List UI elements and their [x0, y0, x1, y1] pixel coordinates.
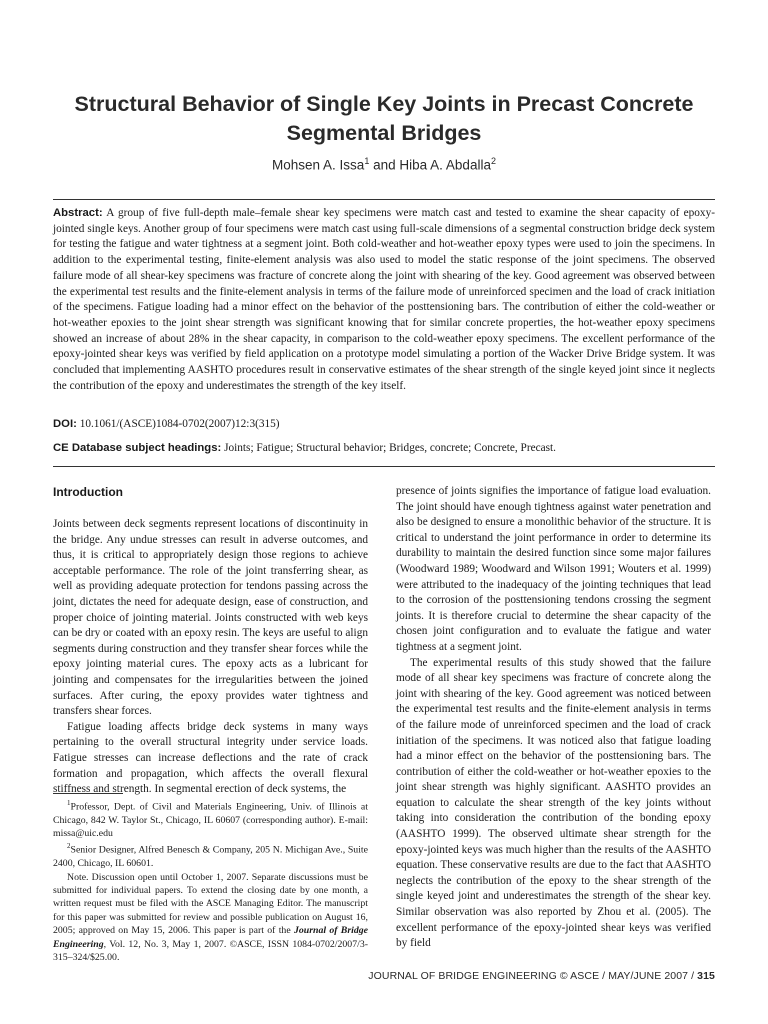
footnote-marker: 1: [67, 799, 71, 807]
section-heading-introduction: Introduction: [53, 485, 123, 499]
note-text: Note. Discussion open until October 1, 2007. Separate discussions must be submitted for individual papers. To extend the closing date by one month, a written request must be filed with the ASCE Managing Editor. The manuscript for this paper was submitted for review and possible publication on August 16, 2005; approved on May 15, 2006. This paper is part of the: [53, 871, 368, 937]
doi-label: DOI:: [53, 418, 77, 430]
subject-headings-value: Joints; Fatigue; Structural behavior; Bridges, concrete; Concrete, Precast.: [224, 442, 556, 454]
note-text: , Vol. 12, No. 3, May 1, 2007. ©ASCE, ISSN 1084-0702/2007/3-315–324/$25.00.: [53, 938, 368, 963]
left-column: [53, 484, 368, 798]
journal-name: Journal of Bridge Engineering: [53, 925, 368, 950]
author-name: Mohsen A. Issa: [272, 157, 365, 173]
subject-headings-line: [53, 441, 715, 456]
body-paragraph: presence of joints signifies the importance of fatigue load evaluation. The joint should have enough tightness against water penetration and also be designed to ensure a monolithic behavior of the structure. It is critical to understand the joint performance in order to determine its durability to maintain the desired function since some major failures (Woodward 1989; Woodward and Wilson 1991; Wouters et al. 1999) were attributed to the inadequacy of the jointing techniques that lead to the corrosion of the posttensioning tendons crossing the segment joints. It is therefore crucial to determine the shear capacity of the chosen joint configuration and to evaluate the fatigue and water tightness at a segment joint.: [396, 485, 711, 653]
abstract-text: A group of five full-depth male–female shear key specimens were match cast and tested to examine the shear capacity of epoxy-jointed single keys. Another group of four specimens were match cast using full-scale dimensions of a segmental construction bridge deck system for testing the fatigue and water tightness at a segment joint. Both cold-weather and hot-weather epoxy types were used to join the specimens. In addition to the experimental testing, finite-element analysis was also used to model the static response of the joint specimens. The observed failure mode of all shear-key specimens was fracture of concrete along the joint with shearing of the key. Good agreement was observed between the experimental test results and the finite-element analysis in terms of the failure mode of unreinforced specimen and the load of crack initiation of the specimens. Fatigue loading had a minor effect on the behavior of the posttensioning bars. The contribution of either the cold-weather or hot-weather epoxies to the joint shear strength was significant knowing that for similar concrete properties, the hot-weather epoxy specimens showed an increase of about 28% in the shear capacity, in comparison to the cold-weather epoxy specimens. The excellent performance of the epoxy-jointed shear keys was verified by field application on a prototype model simulating a portion of the Wacker Drive Bridge system. It was concluded that implementing AASHTO procedures result in conservative estimates of the shear strength of the single keyed joint since it neglects the contribution of the epoxy and underestimates the strength of the key itself.: [53, 207, 715, 392]
body-paragraph: Fatigue loading affects bridge deck systems in many ways pertaining to the overall structural integrity under service loads. Fatigue stresses can increase deflections and the rate of crack formation and propagation, which affects the overall flexural stiffness and strength. In segmental erection of deck systems, the: [53, 720, 368, 796]
footnote-affiliation-2: [53, 840, 368, 870]
page-number: 315: [697, 970, 715, 982]
abstract: [53, 206, 715, 394]
footnote-marker: 2: [67, 842, 71, 851]
body-paragraph: The experimental results of this study showed that the failure mode of all shear key specimens was fracture of concrete along the joint with shearing of the key. Good agreement was noticed between the experimental test results and the finite-element analysis in terms of the failure mode of unreinforced specimen and the load of crack initiation of the specimens. It was noticed also that fatigue loading had a minor effect on the behavior of the posttensioning bars. The contribution of either the cold-weather or hot-weather epoxies to the joint shear strength was highly significant. AASHTO provides an equation to calculate the shear strength of the key joints without taking into consideration the contribution of the bonding epoxy (AASHTO 1999). The observed ultimate shear strength for the epoxy-jointed keys was much higher than the results of the AASHTO equation. These conservative results are due to the fact that AASHTO neglects the contribution of the epoxy to the shear strength of the single keyed joint and underestimates the strength of the shear key. Similar observation was also reported by Zhou et al. (2005). The excellent performance of the epoxy-jointed shear keys was verified by field: [396, 656, 711, 950]
abstract-label: Abstract:: [53, 207, 103, 219]
paper-title: Structural Behavior of Single Key Joints in Precast Concrete Segmental Bridges: [74, 92, 694, 145]
right-column: [396, 484, 711, 952]
footnote-text: Professor, Dept. of Civil and Materials Engineering, Univ. of Illinois at Chicago, 842 W. Taylor St., Chicago, IL 60607 (corresponding author). E-mail: missa@uic.edu: [53, 801, 368, 840]
doi-line: [53, 417, 715, 432]
doi-value: 10.1061/(ASCE)1084-0702(2007)12:3(315): [79, 418, 280, 430]
affiliation-marker: 1: [364, 156, 370, 166]
footnote-note: [53, 871, 368, 965]
footnote-text: Senior Designer, Alfred Benesch & Company, 205 N. Michigan Ave., Suite 2400, Chicago, IL 60601.: [53, 844, 368, 870]
footnote-rule: [53, 793, 123, 794]
subject-headings-label: CE Database subject headings:: [53, 442, 222, 454]
abstract-bottom-rule: [53, 466, 715, 467]
journal-citation: JOURNAL OF BRIDGE ENGINEERING © ASCE / MAY/JUNE 2007 /: [368, 970, 698, 982]
footnote-affiliation-1: [53, 797, 368, 840]
footnotes: [53, 797, 368, 964]
author-name: Hiba A. Abdalla: [399, 157, 491, 173]
author-line: [60, 156, 708, 173]
affiliation-marker: 2: [490, 156, 496, 166]
body-paragraph: Joints between deck segments represent locations of discontinuity in the bridge. Any undue stresses can result in adverse outcomes, and thus, it is critical to appropriately design those regions to achieve acceptable performance. The role of the joint transferring shear, as well as providing adequate protection for tendons passing across the joint, dictates the need for adequate design, ease of construction, and proper choice of jointing material. Joints constructed with web keys can be dry or coated with an epoxy resin. The keys are useful to align segments during construction and they transfer shear forces while the epoxy jointing material cures. The epoxy acts as a lubricant for jointing and compensates for the irregularities between the joined surfaces. After curing, the epoxy provides water tightness and transfers shear forces.: [53, 518, 368, 718]
abstract-top-rule: [53, 199, 715, 200]
author-conjunction: and: [373, 157, 396, 173]
running-footer: [368, 970, 715, 982]
